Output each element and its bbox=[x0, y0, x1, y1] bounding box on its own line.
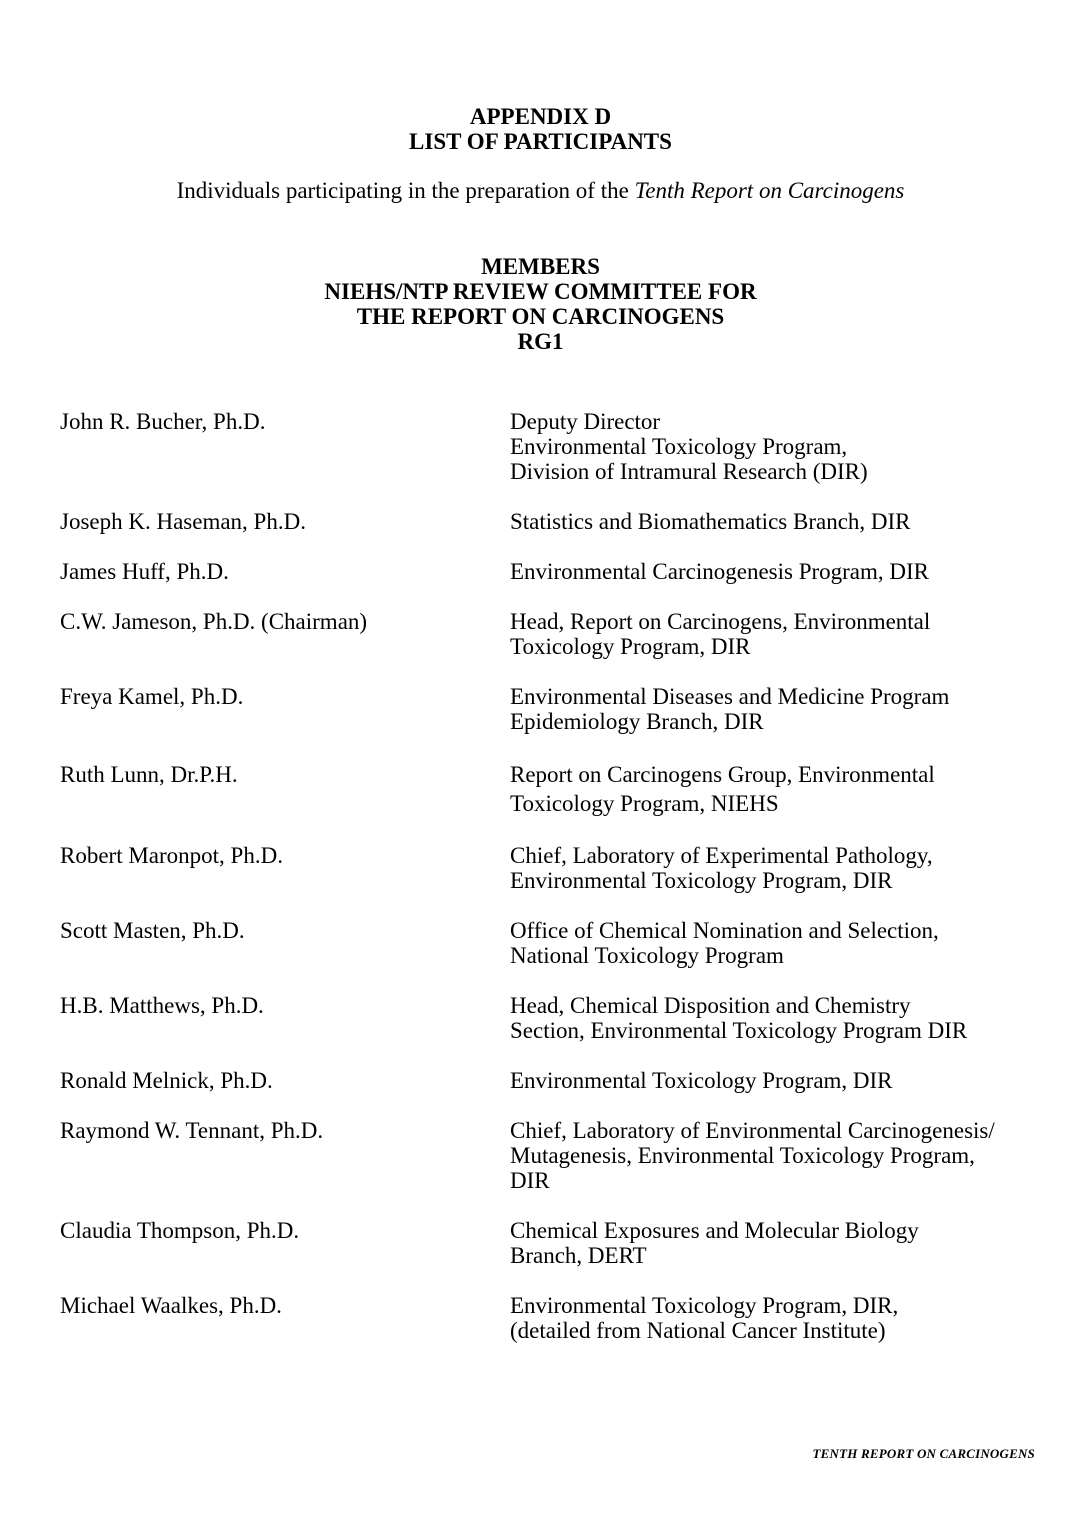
participant-name: H.B. Matthews, Ph.D. bbox=[60, 993, 264, 1018]
intro-prefix: Individuals participating in the preparation of the bbox=[176, 178, 635, 203]
affiliation-line: Environmental Carcinogenesis Program, DIR bbox=[510, 559, 930, 584]
participant-name: Ruth Lunn, Dr.P.H. bbox=[60, 762, 238, 787]
committee-heading bbox=[0, 254, 1081, 354]
report-title: Tenth Report on Carcinogens bbox=[634, 178, 905, 203]
committee-line-1: MEMBERS bbox=[481, 254, 600, 279]
committee-line-3: THE REPORT ON CARCINOGENS bbox=[356, 304, 725, 329]
affiliation-line: Environmental Toxicology Program, bbox=[510, 434, 848, 459]
affiliation-line: Toxicology Program, DIR bbox=[510, 634, 751, 659]
affiliation-line: Epidemiology Branch, DIR bbox=[510, 709, 764, 734]
participant-affiliation bbox=[510, 918, 939, 968]
participant-name: Joseph K. Haseman, Ph.D. bbox=[60, 509, 306, 534]
affiliation-line: National Toxicology Program bbox=[510, 943, 784, 968]
participant-affiliation bbox=[510, 609, 930, 659]
participant-name: Scott Masten, Ph.D. bbox=[60, 918, 245, 943]
participant-name: John R. Bucher, Ph.D. bbox=[60, 409, 266, 434]
affiliation-line: Section, Environmental Toxicology Program DIR bbox=[510, 1018, 968, 1043]
participant-affiliation bbox=[510, 559, 929, 584]
affiliation-line: Chief, Laboratory of Environmental Carcinogenesis/ bbox=[510, 1118, 995, 1143]
participant-affiliation bbox=[510, 684, 949, 734]
committee-line-2: NIEHS/NTP REVIEW COMMITTEE FOR bbox=[324, 279, 757, 304]
participant-affiliation bbox=[510, 509, 911, 534]
participant-affiliation bbox=[510, 1218, 919, 1268]
affiliation-line: Statistics and Biomathematics Branch, DIR bbox=[510, 509, 911, 534]
affiliation-line: (detailed from National Cancer Institute) bbox=[510, 1318, 886, 1343]
affiliation-line: Environmental Toxicology Program, DIR bbox=[510, 868, 893, 893]
participant-name: Freya Kamel, Ph.D. bbox=[60, 684, 244, 709]
affiliation-line: Division of Intramural Research (DIR) bbox=[510, 459, 868, 484]
affiliation-line: Toxicology Program, NIEHS bbox=[510, 791, 779, 816]
participant-name: Michael Waalkes, Ph.D. bbox=[60, 1293, 282, 1318]
affiliation-line: Mutagenesis, Environmental Toxicology Program, bbox=[510, 1143, 975, 1168]
participant-affiliation bbox=[510, 1293, 898, 1343]
affiliation-line: Head, Chemical Disposition and Chemistry bbox=[510, 993, 911, 1018]
appendix-subtitle: LIST OF PARTICIPANTS bbox=[409, 129, 672, 154]
participant-name: Robert Maronpot, Ph.D. bbox=[60, 843, 283, 868]
affiliation-line: Report on Carcinogens Group, Environmental bbox=[510, 762, 935, 787]
committee-line-4: RG1 bbox=[517, 329, 564, 354]
affiliation-line: Environmental Toxicology Program, DIR bbox=[510, 1068, 893, 1093]
participant-name: James Huff, Ph.D. bbox=[60, 559, 229, 584]
participant-affiliation bbox=[510, 1068, 893, 1093]
participant-affiliation bbox=[510, 762, 935, 816]
affiliation-line: Branch, DERT bbox=[510, 1243, 647, 1268]
intro-text bbox=[0, 178, 1081, 204]
affiliation-line: DIR bbox=[510, 1168, 550, 1193]
affiliation-line: Environmental Toxicology Program, DIR, bbox=[510, 1293, 899, 1318]
running-footer: TENTH REPORT ON CARCINOGENS bbox=[812, 1446, 1035, 1461]
participant-affiliation bbox=[510, 993, 967, 1043]
affiliation-line: Head, Report on Carcinogens, Environmental bbox=[510, 609, 931, 634]
affiliation-line: Deputy Director bbox=[510, 409, 661, 434]
participant-name: Claudia Thompson, Ph.D. bbox=[60, 1218, 300, 1243]
participant-affiliation bbox=[510, 409, 868, 484]
appendix-heading bbox=[0, 104, 1081, 154]
affiliation-line: Chief, Laboratory of Experimental Pathology, bbox=[510, 843, 933, 868]
affiliation-line: Chemical Exposures and Molecular Biology bbox=[510, 1218, 919, 1243]
participant-name: Raymond W. Tennant, Ph.D. bbox=[60, 1118, 324, 1143]
participant-name: C.W. Jameson, Ph.D. (Chairman) bbox=[60, 609, 368, 634]
affiliation-line: Environmental Diseases and Medicine Program bbox=[510, 684, 950, 709]
affiliation-line: Office of Chemical Nomination and Selection, bbox=[510, 918, 939, 943]
appendix-title: APPENDIX D bbox=[469, 104, 612, 129]
participant-name: Ronald Melnick, Ph.D. bbox=[60, 1068, 273, 1093]
participant-affiliation bbox=[510, 1118, 995, 1193]
participant-affiliation bbox=[510, 843, 933, 893]
